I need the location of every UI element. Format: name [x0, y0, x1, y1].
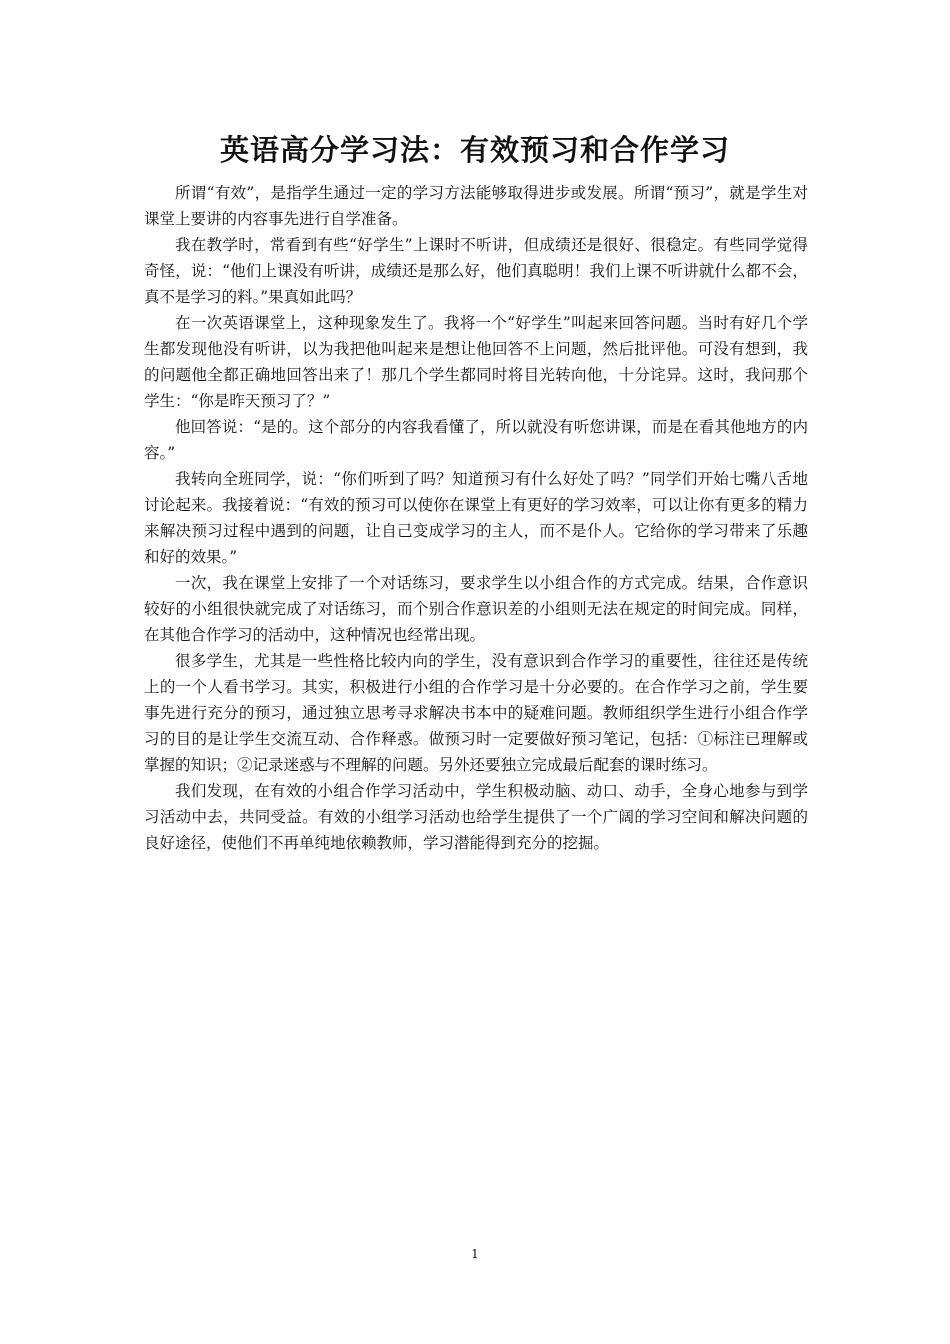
paragraph-4: 他回答说：“是的。这个部分的内容我看懂了，所以就没有听您讲课，而是在看其他地方的内容。” — [144, 418, 808, 462]
paragraph-8: 我们发现，在有效的小组合作学习活动中，学生积极动脑、动口、动手，全身心地参与到学习活动中去，共同受益。有效的小组学习活动也给学生提供了一个广阔的学习空间和解决问题的良好途径，使他们不再单纯地依赖教师，学习潜能得到充分的挖掘。 — [144, 782, 808, 852]
paragraph-5: 我转向全班同学，说：“你们听到了吗？知道预习有什么好处了吗？”同学们开始七嘴八舌地讨论起来。我接着说：“有效的预习可以使你在课堂上有更好的学习效率，可以让你有更多的精力来解决预习过程中遇到的问题，让自己变成学习的主人，而不是仆人。它给你的学习带来了乐趣和好的效果。” — [144, 470, 808, 566]
paragraph-2: 我在教学时，常看到有些“好学生”上课时不听讲，但成绩还是很好、很稳定。有些同学觉得奇怪，说：“他们上课没有听讲，成绩还是那么好，他们真聪明！我们上课不听讲就什么都不会，真不是学习的料。”果真如此吗？ — [144, 236, 808, 306]
paragraph-3: 在一次英语课堂上，这种现象发生了。我将一个“好学生”叫起来回答问题。当时有好几个学生都发现他没有听讲，以为我把他叫起来是想让他回答不上问题，然后批评他。可没有想到，我的问题他全都正确地回答出来了！那几个学生都同时将目光转向他，十分诧异。这时，我问那个学生：“你是昨天预习了？” — [144, 314, 808, 410]
paragraph-7: 很多学生，尤其是一些性格比较内向的学生，没有意识到合作学习的重要性，往往还是传统上的一个人看书学习。其实，积极进行小组的合作学习是十分必要的。在合作学习之前，学生要事先进行充分的预习，通过独立思考寻求解决书本中的疑难问题。教师组织学生进行小组合作学习的目的是让学生交流互动、合作释惑。做预习时一定要做好预习笔记，包括：①标注已理解或掌握的知识；②记录迷惑与不理解的问题。另外还要独立完成最后配套的课时练习。 — [144, 652, 808, 774]
document-body — [144, 180, 808, 856]
paragraph-6: 一次，我在课堂上安排了一个对话练习，要求学生以小组合作的方式完成。结果，合作意识较好的小组很快就完成了对话练习，而个别合作意识差的小组则无法在规定的时间完成。同样，在其他合作学习的活动中，这种情况也经常出现。 — [144, 574, 808, 644]
paragraph-1: 所谓“有效”，是指学生通过一定的学习方法能够取得进步或发展。所谓“预习”，就是学生对课堂上要讲的内容事先进行自学准备。 — [144, 184, 808, 228]
document-title: 英语高分学习法：有效预习和合作学习 — [219, 133, 730, 167]
page-number: 1 — [471, 1247, 479, 1261]
